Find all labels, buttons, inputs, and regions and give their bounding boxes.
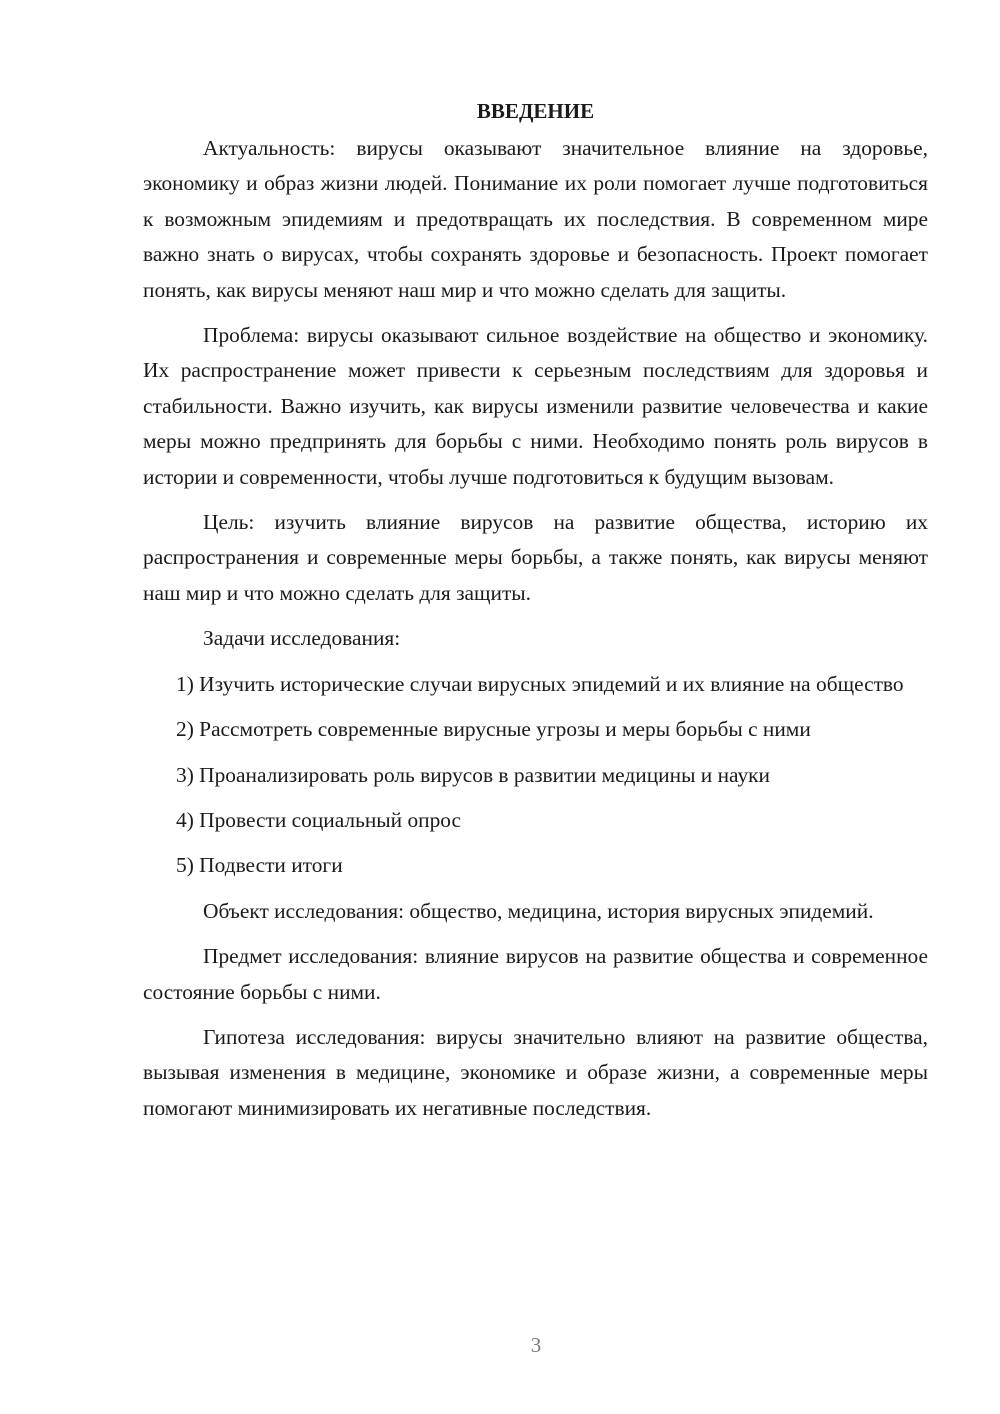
goal-paragraph: Цель: изучить влияние вирусов на развитие общества, историю их распространения и современные меры борьбы, а также понять, как вирусы меняют наш мир и что можно сделать для защиты.	[143, 510, 928, 605]
relevance-paragraph: Актуальность: вирусы оказывают значительное влияние на здоровье, экономику и образ жизни людей. Понимание их роли помогает лучше подготовиться к возможным эпидемиям и предотвращать их последствия. В современном мире важно знать о вирусах, чтобы сохранять здоровье и безопасность. Проект помогает понять, как вирусы меняют наш мир и что можно сделать для защиты.	[143, 136, 928, 302]
tasks-heading: Задачи исследования:	[203, 626, 401, 651]
task-item-5: 5) Подвести итоги	[176, 853, 343, 878]
task-item-2: 2) Рассмотреть современные вирусные угрозы и меры борьбы с ними	[176, 717, 811, 742]
task-item-1: 1) Изучить исторические случаи вирусных эпидемий и их влияние на общество	[176, 671, 904, 696]
subject-paragraph: Предмет исследования: влияние вирусов на развитие общества и современное состояние борьбы с ними.	[143, 944, 928, 1004]
page-number: 3	[530, 1333, 542, 1357]
hypothesis-paragraph: Гипотеза исследования: вирусы значительно влияют на развитие общества, вызывая изменения в медицине, экономике и образе жизни, а современные меры помогают минимизировать их негативные последствия.	[143, 1024, 928, 1120]
task-item-3: 3) Проанализировать роль вирусов в развитии медицины и науки	[176, 762, 770, 787]
page-content	[143, 96, 928, 1126]
object-paragraph: Объект исследования: общество, медицина, история вирусных эпидемий.	[203, 898, 874, 923]
task-item-4: 4) Провести социальный опрос	[176, 807, 462, 832]
section-title: ВВЕДЕНИЕ	[476, 99, 595, 123]
problem-paragraph: Проблема: вирусы оказывают сильное воздействие на общество и экономику. Их распространение может привести к серьезным последствиям для здоровья и стабильности. Важно изучить, как вирусы изменили развитие человечества и какие меры можно предпринять для борьбы с ними. Необходимо понять роль вирусов в истории и современности, чтобы лучше подготовиться к будущим вызовам.	[143, 323, 928, 489]
